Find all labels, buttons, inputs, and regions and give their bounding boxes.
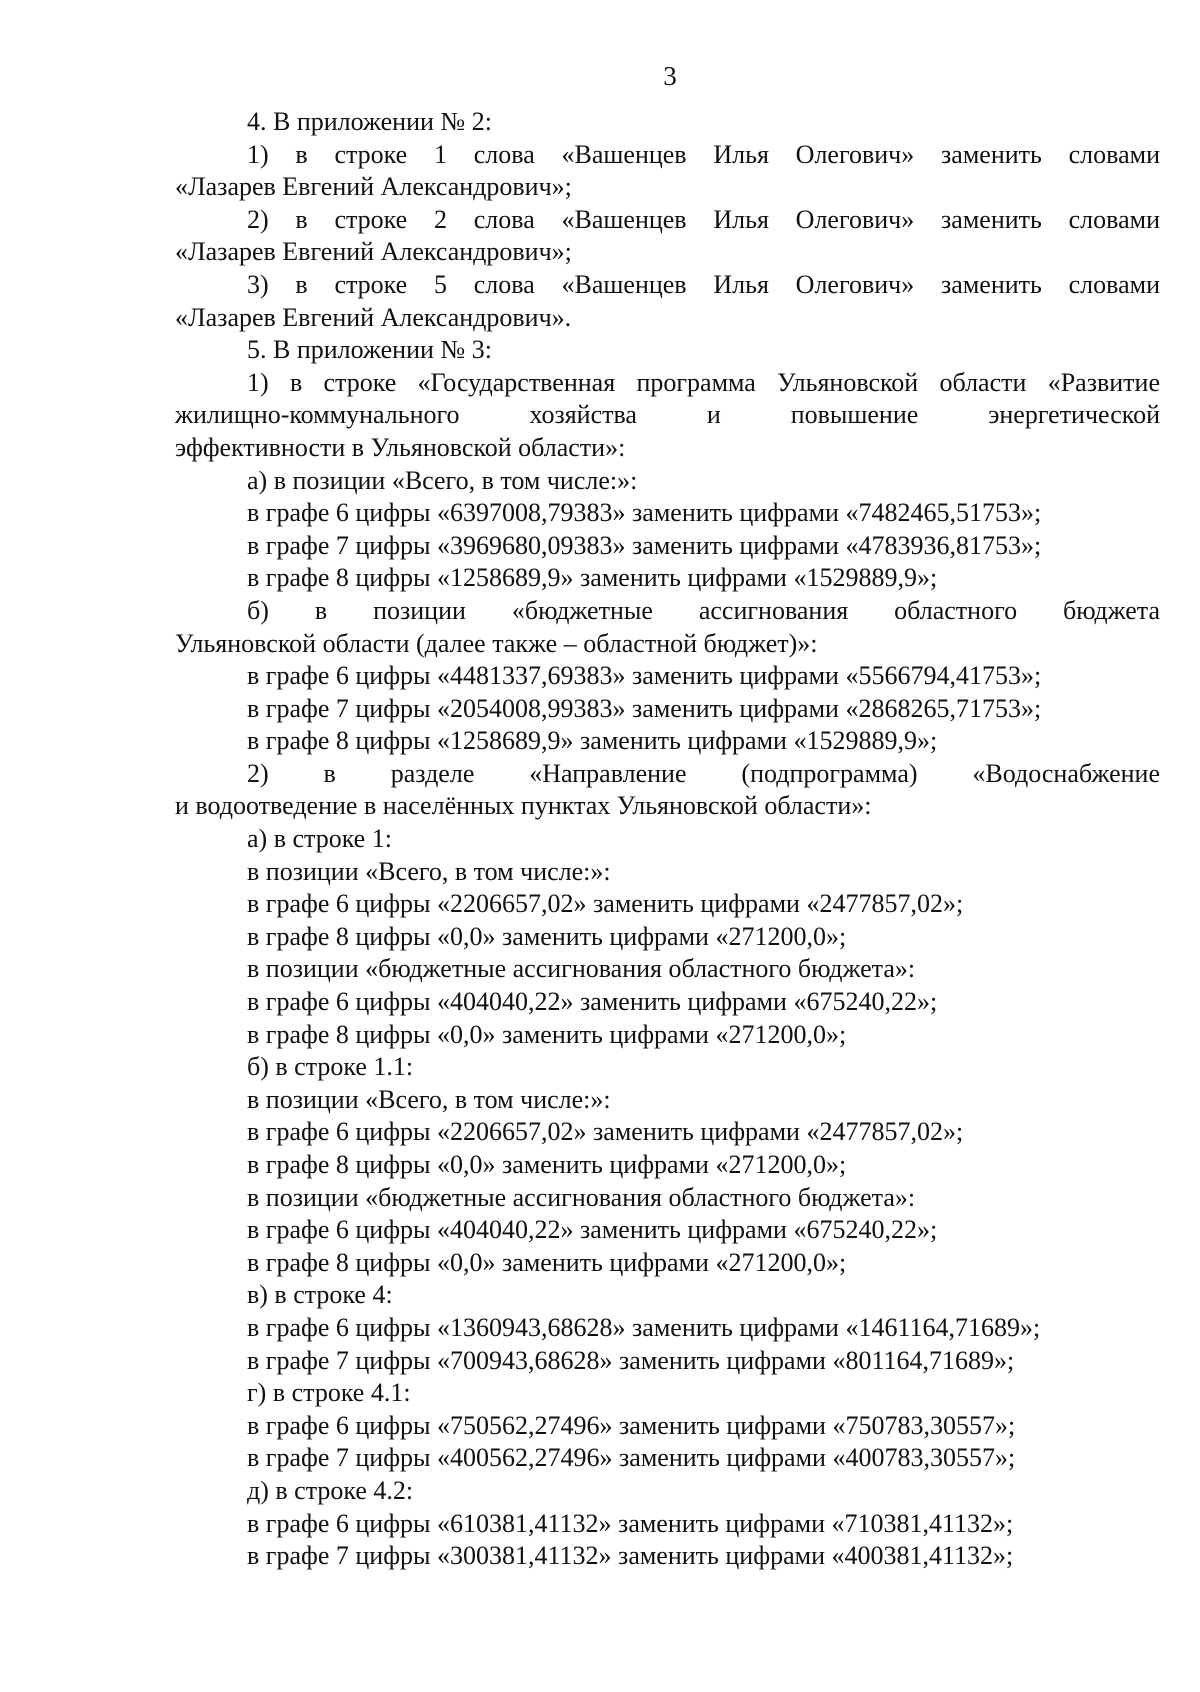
text-line: 5. В приложении № 3: xyxy=(247,335,492,365)
text-line: Ульяновской области (далее также – областной бюджет)»: xyxy=(175,628,818,658)
text-line: «Лазарев Евгений Александрович»; xyxy=(175,172,572,202)
text-line: в графе 6 цифры «404040,22» заменить цифрами «675240,22»; xyxy=(247,1215,938,1245)
text-line: б) в строке 1.1: xyxy=(247,1052,414,1082)
text-line: а) в строке 1: xyxy=(247,824,392,854)
text-line: в графе 7 цифры «3969680,09383» заменить цифрами «4783936,81753»; xyxy=(247,530,1042,560)
text-line: г) в строке 4.1: xyxy=(247,1378,411,1408)
text-line: в графе 6 цифры «404040,22» заменить цифрами «675240,22»; xyxy=(247,987,938,1017)
text-line: в) в строке 4: xyxy=(247,1280,393,1310)
text-line: в графе 6 цифры «4481337,69383» заменить цифрами «5566794,41753»; xyxy=(247,661,1042,691)
text-line: в графе 8 цифры «0,0» заменить цифрами «271200,0»; xyxy=(247,1247,847,1277)
text-line: в графе 6 цифры «1360943,68628» заменить цифрами «1461164,71689»; xyxy=(247,1312,1041,1342)
text-line: 2) в строке 2 слова «Вашенцев Илья Олегович» заменить словами xyxy=(247,204,1160,234)
text-line: «Лазарев Евгений Александрович»; xyxy=(175,237,572,267)
text-line: 1) в строке 1 слова «Вашенцев Илья Олегович» заменить словами xyxy=(247,139,1160,169)
text-line: 1) в строке «Государственная программа Ульяновской области «Развитие xyxy=(247,367,1160,397)
text-line: д) в строке 4.2: xyxy=(247,1475,414,1505)
text-line: в графе 6 цифры «610381,41132» заменить цифрами «710381,41132»; xyxy=(247,1508,1014,1538)
text-line: и водоотведение в населённых пунктах Ульяновской области»: xyxy=(175,791,872,821)
text-line: 2) в разделе «Направление (подпрограмма) «Водоснабжение xyxy=(247,758,1160,788)
text-line: в графе 8 цифры «1258689,9» заменить цифрами «1529889,9»; xyxy=(247,726,938,756)
text-line: 3) в строке 5 слова «Вашенцев Илья Олегович» заменить словами xyxy=(247,269,1160,299)
text-line: 4. В приложении № 2: xyxy=(247,107,492,136)
text-line: б) в позиции «бюджетные ассигнования областного бюджета xyxy=(247,595,1160,625)
text-line: в графе 7 цифры «300381,41132» заменить цифрами «400381,41132»; xyxy=(247,1541,1014,1571)
text-line: «Лазарев Евгений Александрович». xyxy=(175,302,572,332)
page-number: 3 xyxy=(663,61,677,91)
text-line: в позиции «Всего, в том числе:»: xyxy=(247,856,611,886)
text-line: а) в позиции «Всего, в том числе:»: xyxy=(247,465,638,495)
text-line: в графе 8 цифры «0,0» заменить цифрами «271200,0»; xyxy=(247,921,847,951)
text-line: в графе 6 цифры «2206657,02» заменить цифрами «2477857,02»; xyxy=(247,889,964,919)
text-line: в графе 7 цифры «700943,68628» заменить цифрами «801164,71689»; xyxy=(247,1345,1015,1375)
text-line: в графе 8 цифры «0,0» заменить цифрами «271200,0»; xyxy=(247,1150,847,1179)
text-line: в графе 6 цифры «2206657,02» заменить цифрами «2477857,02»; xyxy=(247,1117,964,1147)
text-line: в графе 6 цифры «750562,27496» заменить цифрами «750783,30557»; xyxy=(247,1410,1016,1440)
text-line: в графе 6 цифры «6397008,79383» заменить цифрами «7482465,51753»; xyxy=(247,498,1042,528)
text-line: в графе 8 цифры «0,0» заменить цифрами «271200,0»; xyxy=(247,1019,847,1049)
text-line: эффективности в Ульяновской области»: xyxy=(175,432,626,462)
text-line: в графе 7 цифры «2054008,99383» заменить цифрами «2868265,71753»; xyxy=(247,693,1042,723)
text-line: в позиции «бюджетные ассигнования областного бюджета»: xyxy=(247,954,916,984)
text-line: в позиции «Всего, в том числе:»: xyxy=(247,1084,611,1114)
text-line: жилищно-коммунального хозяйства и повышение энергетической xyxy=(175,400,1160,430)
document-body xyxy=(175,106,1160,1573)
text-line: в позиции «бюджетные ассигнования областного бюджета»: xyxy=(247,1182,916,1212)
text-line: в графе 7 цифры «400562,27496» заменить цифрами «400783,30557»; xyxy=(247,1443,1016,1473)
text-line: в графе 8 цифры «1258689,9» заменить цифрами «1529889,9»; xyxy=(247,563,938,593)
